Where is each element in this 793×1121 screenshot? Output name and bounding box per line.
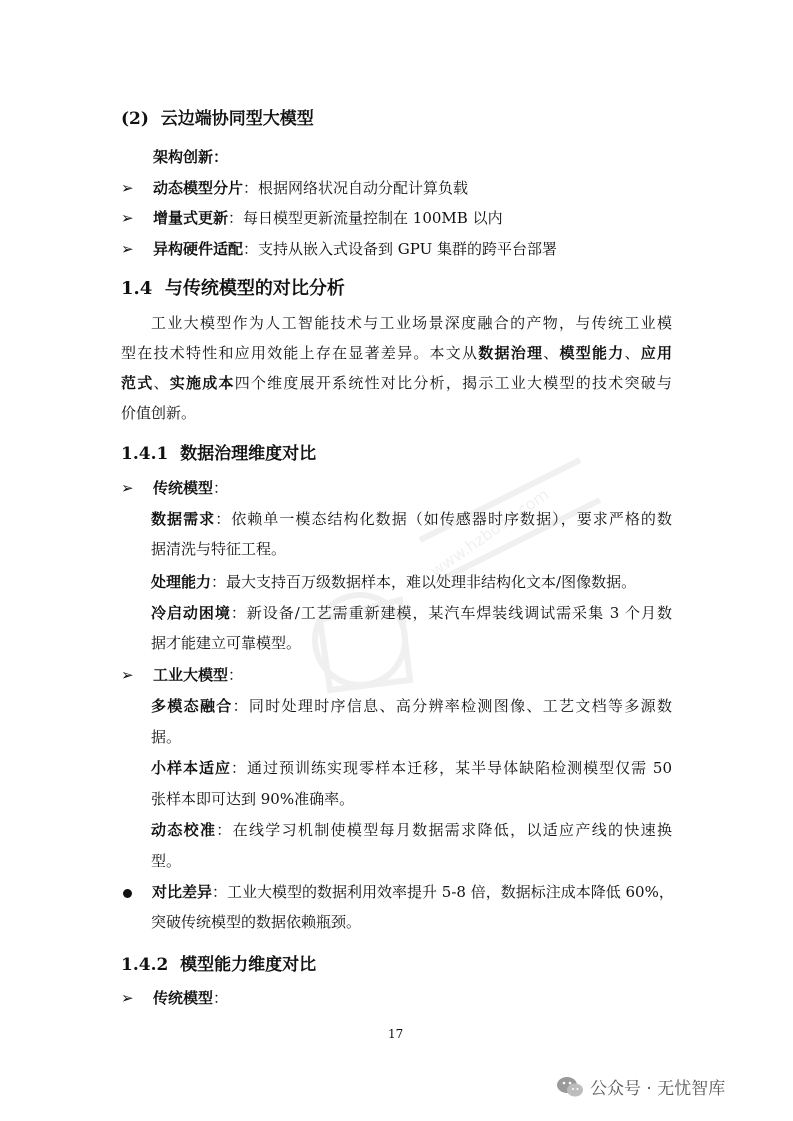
traditional-label: ➢ 传统模型： xyxy=(121,479,229,497)
arrow-bullet-icon: ➢ xyxy=(121,666,134,684)
traditional-item-cont: 据清洗与特征工程。 xyxy=(151,540,287,558)
arrow-bullet-icon: ➢ xyxy=(121,479,134,497)
traditional-item-cont: 据才能建立可靠模型。 xyxy=(151,634,302,652)
arrow-bullet-icon: ➢ xyxy=(121,989,134,1007)
traditional-item: 数据需求：依赖单一模态结构化数据（如传感器时序数据），要求严格的数 xyxy=(151,510,672,528)
intro-line: 价值创新。 xyxy=(121,404,197,422)
industrial-label: ➢ 工业大模型： xyxy=(121,666,244,684)
intro-line: 范式、实施成本四个维度展开系统性对比分析，揭示工业大模型的技术突破与 xyxy=(121,374,672,392)
industrial-item: 动态校准：在线学习机制使模型每月数据需求降低，以适应产线的快速换 xyxy=(151,821,672,839)
intro-line: 型在技术特性和应用效能上存在显著差异。本文从数据治理、模型能力、应用 xyxy=(121,344,672,362)
section-heading-2: (2) 云边端协同型大模型 xyxy=(121,109,314,129)
industrial-item: 小样本适应：通过预训练实现零样本迁移，某半导体缺陷检测模型仅需 50 xyxy=(151,759,672,777)
intro-line: 工业大模型作为人工智能技术与工业场景深度融合的产物，与传统工业模 xyxy=(151,314,672,332)
traditional-item: 冷启动困境：新设备/工艺需重新建模，某汽车焊装线调试需采集 3 个月数 xyxy=(151,604,672,622)
industrial-item-cont: 型。 xyxy=(151,852,182,870)
arrow-bullet-icon: ➢ xyxy=(121,179,134,197)
section-heading-1-4-1: 1.4.1 数据治理维度对比 xyxy=(121,444,317,464)
watermark-logo xyxy=(300,420,620,720)
arrow-bullet-icon: ➢ xyxy=(121,240,134,258)
section-heading-1-4: 1.4 与传统模型的对比分析 xyxy=(121,278,345,299)
traditional-item: 处理能力：最大支持百万级数据样本，难以处理非结构化文本/图像数据。 xyxy=(151,573,637,591)
arch-item: ➢ 异构硬件适配：支持从嵌入式设备到 GPU 集群的跨平台部署 xyxy=(121,240,558,258)
wechat-icon xyxy=(556,1075,584,1099)
section-heading-1-4-2: 1.4.2 模型能力维度对比 xyxy=(121,955,317,975)
diff-item-cont: 突破传统模型的数据依赖瓶颈。 xyxy=(151,913,362,931)
page-number: 17 xyxy=(388,1027,404,1041)
arch-label: 架构创新： xyxy=(153,148,229,166)
industrial-item-cont: 张样本即可达到 90%准确率。 xyxy=(151,790,355,808)
footer-account: 公众号 · 无忧智库 xyxy=(590,1079,726,1099)
industrial-item-cont: 据。 xyxy=(151,728,182,746)
diff-item: 对比差异：工业大模型的数据利用效率提升 5-8 倍，数据标注成本降低 60%， xyxy=(121,881,672,902)
arrow-bullet-icon: ➢ xyxy=(121,209,134,227)
watermark-url: www.hzbooo.com xyxy=(426,484,553,581)
traditional-label-2: ➢ 传统模型： xyxy=(121,989,229,1007)
industrial-item: 多模态融合：同时处理时序信息、高分辨率检测图像、工艺文档等多源数 xyxy=(151,697,672,715)
arch-item: ➢ 增量式更新：每日模型更新流量控制在 100MB 以内 xyxy=(121,209,503,227)
arch-item: ➢ 动态模型分片：根据网络状况自动分配计算负载 xyxy=(121,179,469,197)
bullet-dot-icon xyxy=(123,889,132,898)
